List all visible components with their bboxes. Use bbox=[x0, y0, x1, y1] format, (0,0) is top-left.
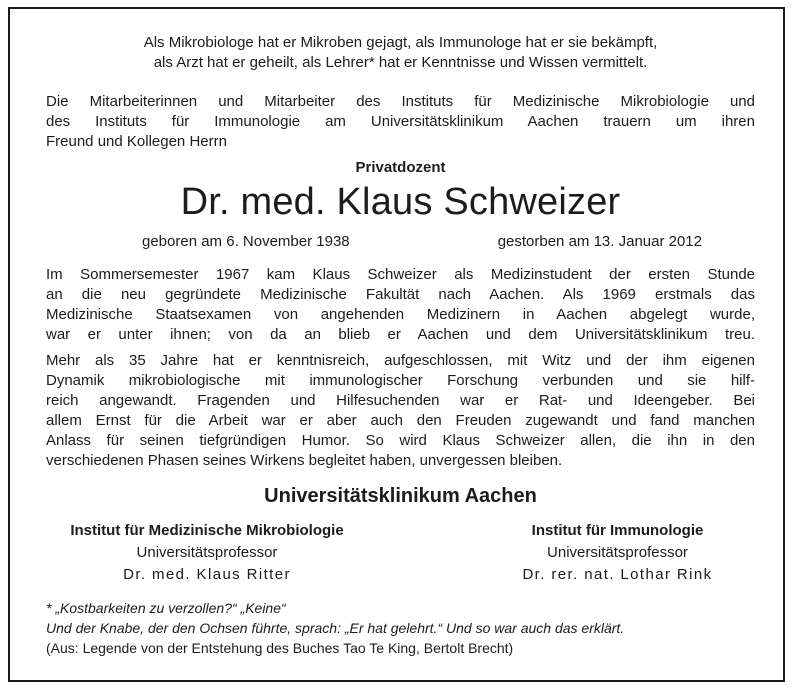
institute-title: Institut für Immunologie bbox=[531, 522, 704, 539]
paragraph-line: Im Sommersemester 1967 kam Klaus Schweizer als Medizinstudent der ersten Stunde bbox=[46, 266, 755, 283]
academic-rank: Privatdozent bbox=[355, 159, 446, 176]
paragraph-line: Dynamik mikrobiologische mit immunologischer Forschung verbunden und sie hilf- bbox=[46, 372, 755, 389]
deceased-name: Dr. med. Klaus Schweizer bbox=[180, 181, 621, 223]
paragraph-line: reich angewandt. Fragenden und Hilfesuchenden war er Rat- und Ideengeber. Bei bbox=[46, 392, 755, 409]
birth-date: geboren am 6. November 1938 bbox=[142, 233, 350, 250]
death-date: gestorben am 13. Januar 2012 bbox=[497, 233, 702, 250]
footnote-line: * „Kostbarkeiten zu verzollen?“ „Keine“ bbox=[46, 600, 286, 616]
paragraph-line: verschiedenen Phasen seines Wirkens begleitet haben, unvergessen bleiben. bbox=[46, 452, 563, 469]
paragraph-line: war er unter ihnen; von da an blieb er Aachen und dem Universitätsklinikum treu. bbox=[46, 326, 755, 343]
paragraph-line: Anlass für seinen tiefgründigen Humor. So wird Klaus Schweizer allen, die ihn in den bbox=[46, 432, 755, 449]
paragraph-line: Mehr als 35 Jahre hat er kenntnisreich, aufgeschlossen, mit Witz und der ihm eigenen bbox=[46, 352, 755, 369]
footnote-source: (Aus: Legende von der Entstehung des Buches Tao Te King, Bertolt Brecht) bbox=[46, 640, 514, 656]
paragraph-line: an die neu gegründete Medizinische Fakultät nach Aachen. Als 1969 erstmals das bbox=[46, 286, 755, 303]
motto bbox=[46, 33, 755, 73]
institute-role: Universitätsprofessor bbox=[547, 544, 688, 561]
paragraph-line: allem Ernst für die Arbeit war er aber auch den Freuden zugewandt und fand manchen bbox=[46, 412, 755, 429]
biography-paragraph-1 bbox=[46, 265, 755, 345]
institute-role: Universitätsprofessor bbox=[136, 544, 278, 561]
footnote bbox=[46, 598, 766, 658]
intro-line: Die Mitarbeiterinnen und Mitarbeiter des Instituts für Medizinische Mikrobiologie und bbox=[46, 93, 755, 110]
intro-line: des Instituts für Immunologie am Universitätsklinikum Aachen trauern um ihren bbox=[46, 113, 755, 130]
intro-text bbox=[46, 92, 755, 152]
institute-microbiology bbox=[52, 520, 362, 586]
institute-title: Institut für Medizinische Mikrobiologie bbox=[70, 522, 344, 539]
institute-head: Dr. rer. nat. Lothar Rink bbox=[522, 566, 713, 583]
organization-name: Universitätsklinikum Aachen bbox=[264, 485, 537, 507]
institute-immunology bbox=[465, 520, 770, 586]
institute-head: Dr. med. Klaus Ritter bbox=[123, 566, 291, 583]
motto-line: als Arzt hat er geheilt, als Lehrer* hat er Kenntnisse und Wissen vermittelt. bbox=[153, 54, 648, 71]
footnote-line: Und der Knabe, der den Ochsen führte, sprach: „Er hat gelehrt.“ Und so war auch das erklärt. bbox=[46, 620, 625, 636]
life-dates bbox=[142, 232, 702, 252]
paragraph-line: Medizinische Staatsexamen von angehenden Medizinern in Aachen abgelegt wurde, bbox=[46, 306, 755, 323]
intro-line: Freund und Kollegen Herrn bbox=[46, 133, 227, 150]
biography-paragraph-2 bbox=[46, 351, 755, 471]
motto-line: Als Mikrobiologe hat er Mikroben gejagt, als Immunologe hat er sie bekämpft, bbox=[143, 34, 658, 51]
